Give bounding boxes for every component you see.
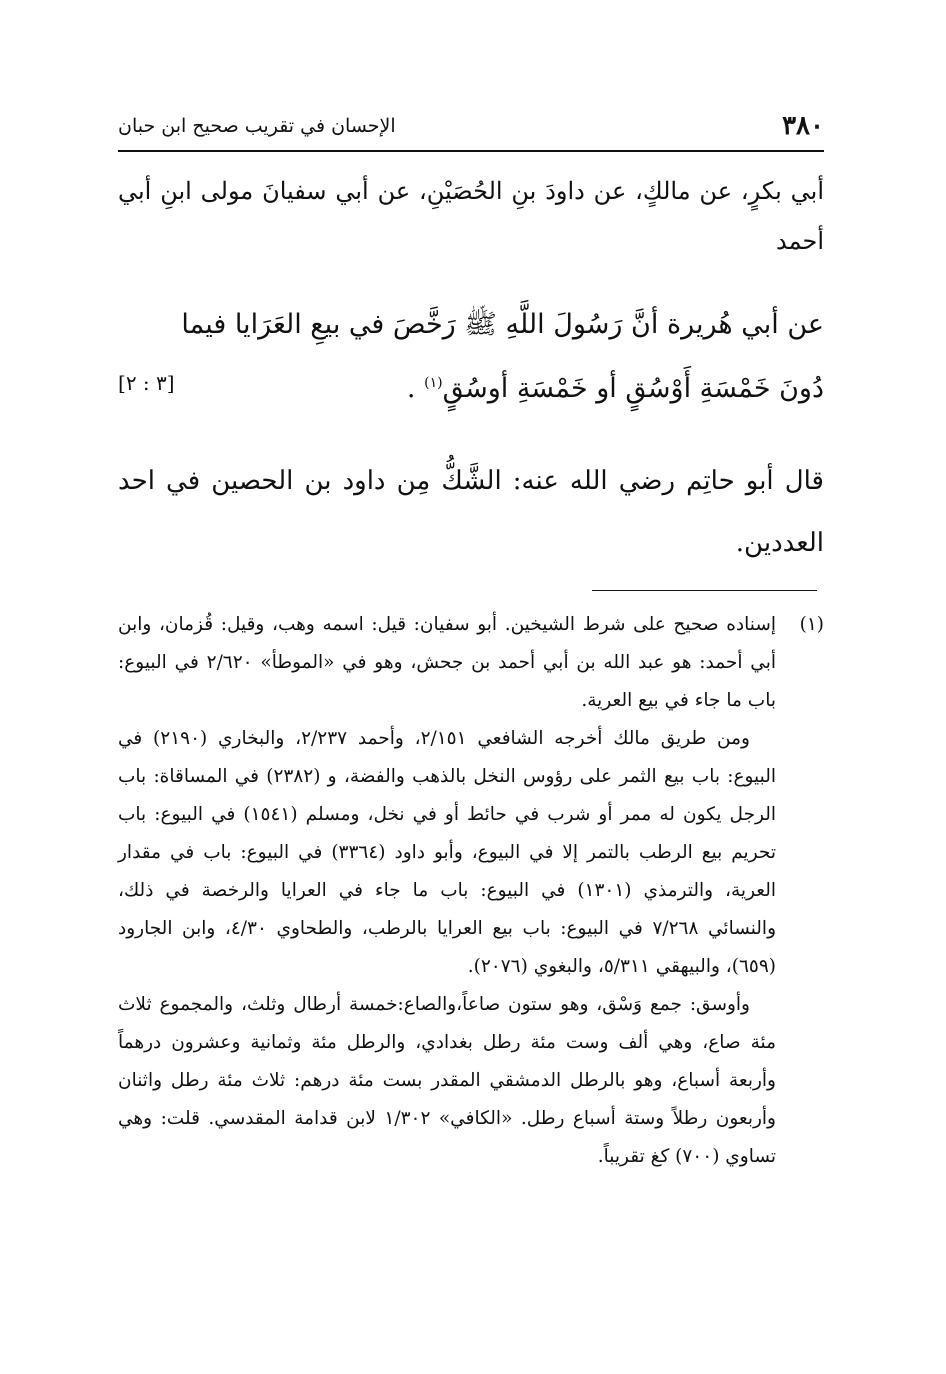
hadith-line-1: عن أبي هُريرة أنَّ رَسُولَ اللَّهِ ﷺ رَخَّصَ في بيعِ العَرَايا فيما [181,309,824,340]
footnote-paragraph-1: إسناده صحيح على شرط الشيخين. أبو سفيان: قيل: اسمه وهب، وقيل: قُزمان، وابن أبي أحمد: هو عبد الله بن أبي أحمد بن جحش، وهو في «الموطأ» ٢/٦٢٠ في البيوع: باب ما جاء في بيع العرية. [118,614,777,711]
abu-hatim-comment: قال أبو حاتِم رضي الله عنه: الشَّكُّ مِن داود بن الحصين في احد العددين. [118,466,824,558]
footnote-paragraph-3: وأوسق: جمع وَسْق، وهو ستون صاعاً،والصاع:خمسة أرطال وثلث، والمجموع ثلاث مئة صاع، وهي ألف وست مئة رطل بغدادي، والرطل مئة وثمانية وعشرون درهماً وأربعة أسباع، وهو بالرطل الدمشقي المقدر بست مئة درهم: ثلاث مئة رطل واثنان وأربعون رطلاً وستة أسباع رطل. «الكافي» ١/٣٠٢ لابن قدامة المقدسي. قلت: وهي تساوي (٧٠٠) كغ تقريباً. [118,994,776,1167]
main-text [118,166,824,574]
hadith-text [118,296,824,418]
hadith-line-2-text: دُونَ خَمْسَةِ أَوْسُقٍ أو خَمْسَةِ أوسُقٍ [442,373,824,404]
isnad-chain: أبي بكرٍ، عن مالكٍ، عن داودَ بنِ الحُصَيْنِ، عن أبي سفيانَ مولى ابنِ أبي أحمد [118,177,824,255]
page-number: ٣٨٠ [782,111,824,141]
page-header [118,108,824,144]
footnote-body [118,606,776,1176]
running-title: الإحسان في تقريب صحيح ابن حبان [118,115,396,137]
footnotes [118,606,824,1176]
footnote-rule [592,590,817,591]
reference-tag: [٣ : ٢] [118,371,175,395]
hadith-end: . [406,373,425,404]
header-rule [118,150,824,152]
footnote-paragraph-2: ومن طريق مالك أخرجه الشافعي ٢/١٥١، وأحمد ٢/٢٣٧، والبخاري (٢١٩٠) في البيوع: باب بيع الثمر على رؤوس النخل بالذهب والفضة، و (٢٣٨٢) في المساقاة: باب الرجل يكون له ممر أو شرب في حائط أو في نخل، ومسلم (١٥٤١) في البيوع: باب تحريم بيع الرطب بالتمر إلا في البيوع، وأبو داود (٣٣٦٤) في البيوع: باب في مقدار العرية، والترمذي (١٣٠١) في البيوع: باب ما جاء في العرايا والرخصة في ذلك، والنسائي ٧/٢٦٨ في البيوع: باب بيع العرايا بالرطب، والطحاوي ٤/٣٠، وابن الجارود (٦٥٩)، والبيهقي ٥/٣١١، والبغوي (٢٠٧٦). [118,728,777,977]
hadith-line-2 [118,354,824,418]
footnote-reference: (١) [424,375,443,391]
footnote-marker: (١) [799,614,824,635]
